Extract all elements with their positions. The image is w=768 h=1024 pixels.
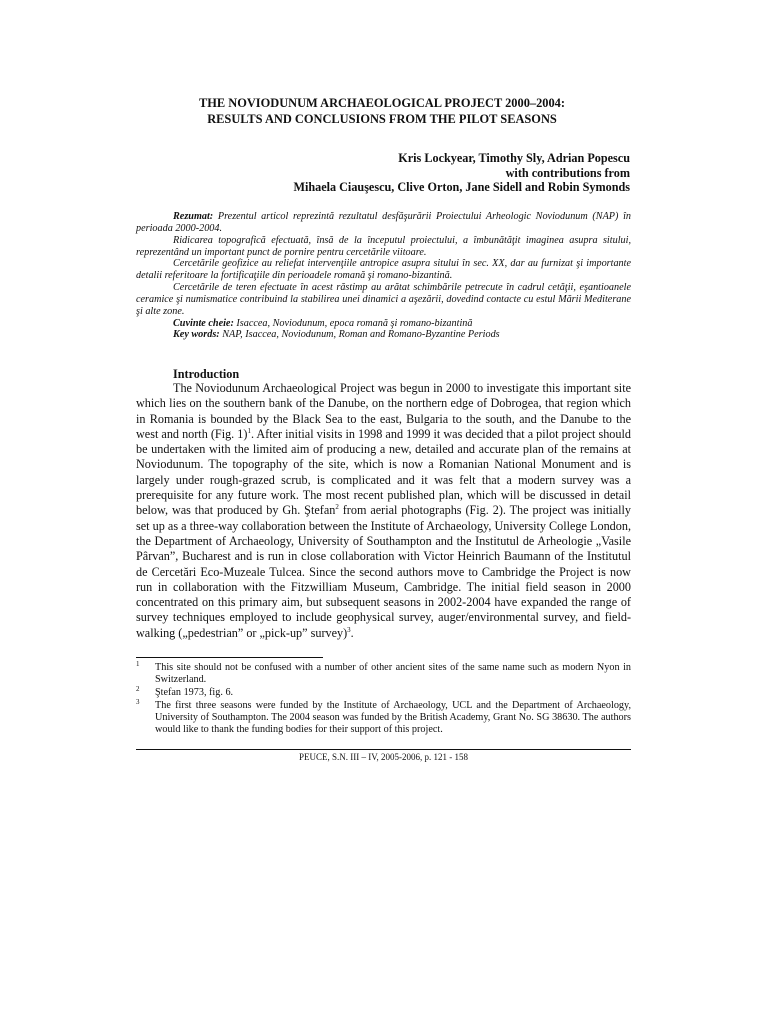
section-heading-introduction: Introduction [173,367,240,381]
keywords-label: Key words: [173,329,220,341]
key-words [136,329,631,341]
footer-rule [136,749,631,750]
keywords-text: NAP, Isaccea, Noviodunum, Roman and Romano-Byzantine Periods [219,329,500,341]
footnote-number: 1 [136,660,140,668]
intro-text-2: . After initial visits in 1998 and 1999 it was decided that a pilot project should be undertaken with the limited aim of producing a new, detailed and accurate plan of the remains at Noviodunum. The topography of the site, which is now a Romanian National Monument and is largely under rough-grazed scrub, is complicated and it was felt that a modern survey was a prerequisite for any future work. The most recent published plan, which will be discussed in detail below, was that produced by Gh. Ştefan [136,426,631,518]
introduction-paragraph [136,381,631,641]
footnotes-block [136,662,631,736]
authors-line-3: Mihaela Ciauşescu, Clive Orton, Jane Sidell and Robin Symonds [293,180,630,194]
footnote-2 [136,684,631,699]
footnote-ref-2[interactable]: 2 [335,503,339,512]
abstract-rezumat [136,211,631,235]
title-line-2: RESULTS AND CONCLUSIONS FROM THE PILOT SEASONS [207,111,557,126]
footnote-number: 3 [136,697,140,706]
footnote-text: The first three seasons were funded by the Institute of Archaeology, UCL and the Department of Archaeology, University of Southampton. The 2004 season was funded by the British Academy, Grant No. SG 38630. The authors would like to thank the funding bodies for their support of this project. [155,699,631,735]
abstract-paragraph-4: Cercetările de teren efectuate în acest răstimp au arătat schimbările petrecute în cadrul cetăţii, eşantioanele ceramice şi numismatice contribuind la stabilirea unei dinamici a aşezării, dovedind contacte cu estul Mării Mediterane şi alte zone. [136,282,631,317]
abstract-paragraph-2: Ridicarea topografică efectuată, însă de la începutul proiectului, a îmbunătăţit imaginea asupra sitului, reprezentând un important punct de pornire pentru cercetările viitoare. [136,234,631,258]
footnote-1 [136,662,631,686]
footnote-text: This site should not be confused with a number of other ancient sites of the same name such as modern Nyon in Switzerland. [155,662,631,685]
page-footer: PEUCE, S.N. III – IV, 2005-2006, p. 121 - 158 [298,752,469,762]
footnote-number: 2 [136,684,140,693]
rezumat-label: Rezumat: [173,211,214,222]
paper-title [120,96,644,127]
intro-text-1: The Noviodunum Archaeological Project was begun in 2000 to investigate this important site which lies on the southern bank of the Danube, on the northern edge of Dobrogea, that region which in Romania is bounded by the Black Sea to the east, Bulgaria to the south, and the Danube to the west and north (Fig. 1) [136,381,631,441]
abstract-block [136,211,631,341]
intro-text-3: from aerial photographs (Fig. 2). The project was initially set up as a three-way collaboration between the Institute of Archaeology, University College London, the Department of Archaeology, University of Southampton and the Institutul de Arheologie „Vasile Pârvan”, Bucharest and is run in close collaboration with Victor Heinrich Baumann of the Institutul de Cercetări Eco-Muzeale Tulcea. Since the second authors move to Cambridge the Project is now run in collaboration with the Fitzwilliam Museum, Cambridge. The initial field season in 2000 concentrated on this primary aim, but subsequent seasons in 2002-2004 have expanded the range of survey techniques employed to include geophysical survey, auger/environmental survey, and field-walking („pedestrian” or „pick-up” survey) [136,503,631,640]
cuvinte-label: Cuvinte cheie: [173,317,234,329]
cuvinte-text: Isaccea, Noviodunum, epoca romană şi romano-bizantină [233,317,473,329]
footnote-ref-1[interactable]: 1 [247,426,251,435]
rezumat-text: Prezentul articol reprezintă rezultatul desfăşurării Proiectului Arheologic Noviodunum (NAP) în perioada 2000-2004. [136,211,631,234]
title-line-1: THE NOVIODUNUM ARCHAEOLOGICAL PROJECT 2000–2004: [198,96,565,110]
footnote-text: Ştefan 1973, fig. 6. [155,686,234,698]
introduction-body [136,381,631,641]
authors-line-1: Kris Lockyear, Timothy Sly, Adrian Popescu [398,151,630,165]
abstract-paragraph-3: Cercetările geofizice au reliefat intervenţiile antropice asupra sitului în sec. XX, dar au furnizat şi importante detalii referitoare la fortificaţiile din perioadele romană şi romano-bizantină. [136,258,631,282]
footnote-ref-3[interactable]: 3 [347,625,351,634]
authors-line-2: with contributions from [505,165,630,180]
author-block [293,151,630,195]
intro-text-4: . [350,625,354,640]
footnote-3 [136,697,631,736]
cuvinte-cheie [136,318,631,330]
footnote-separator [136,657,323,658]
